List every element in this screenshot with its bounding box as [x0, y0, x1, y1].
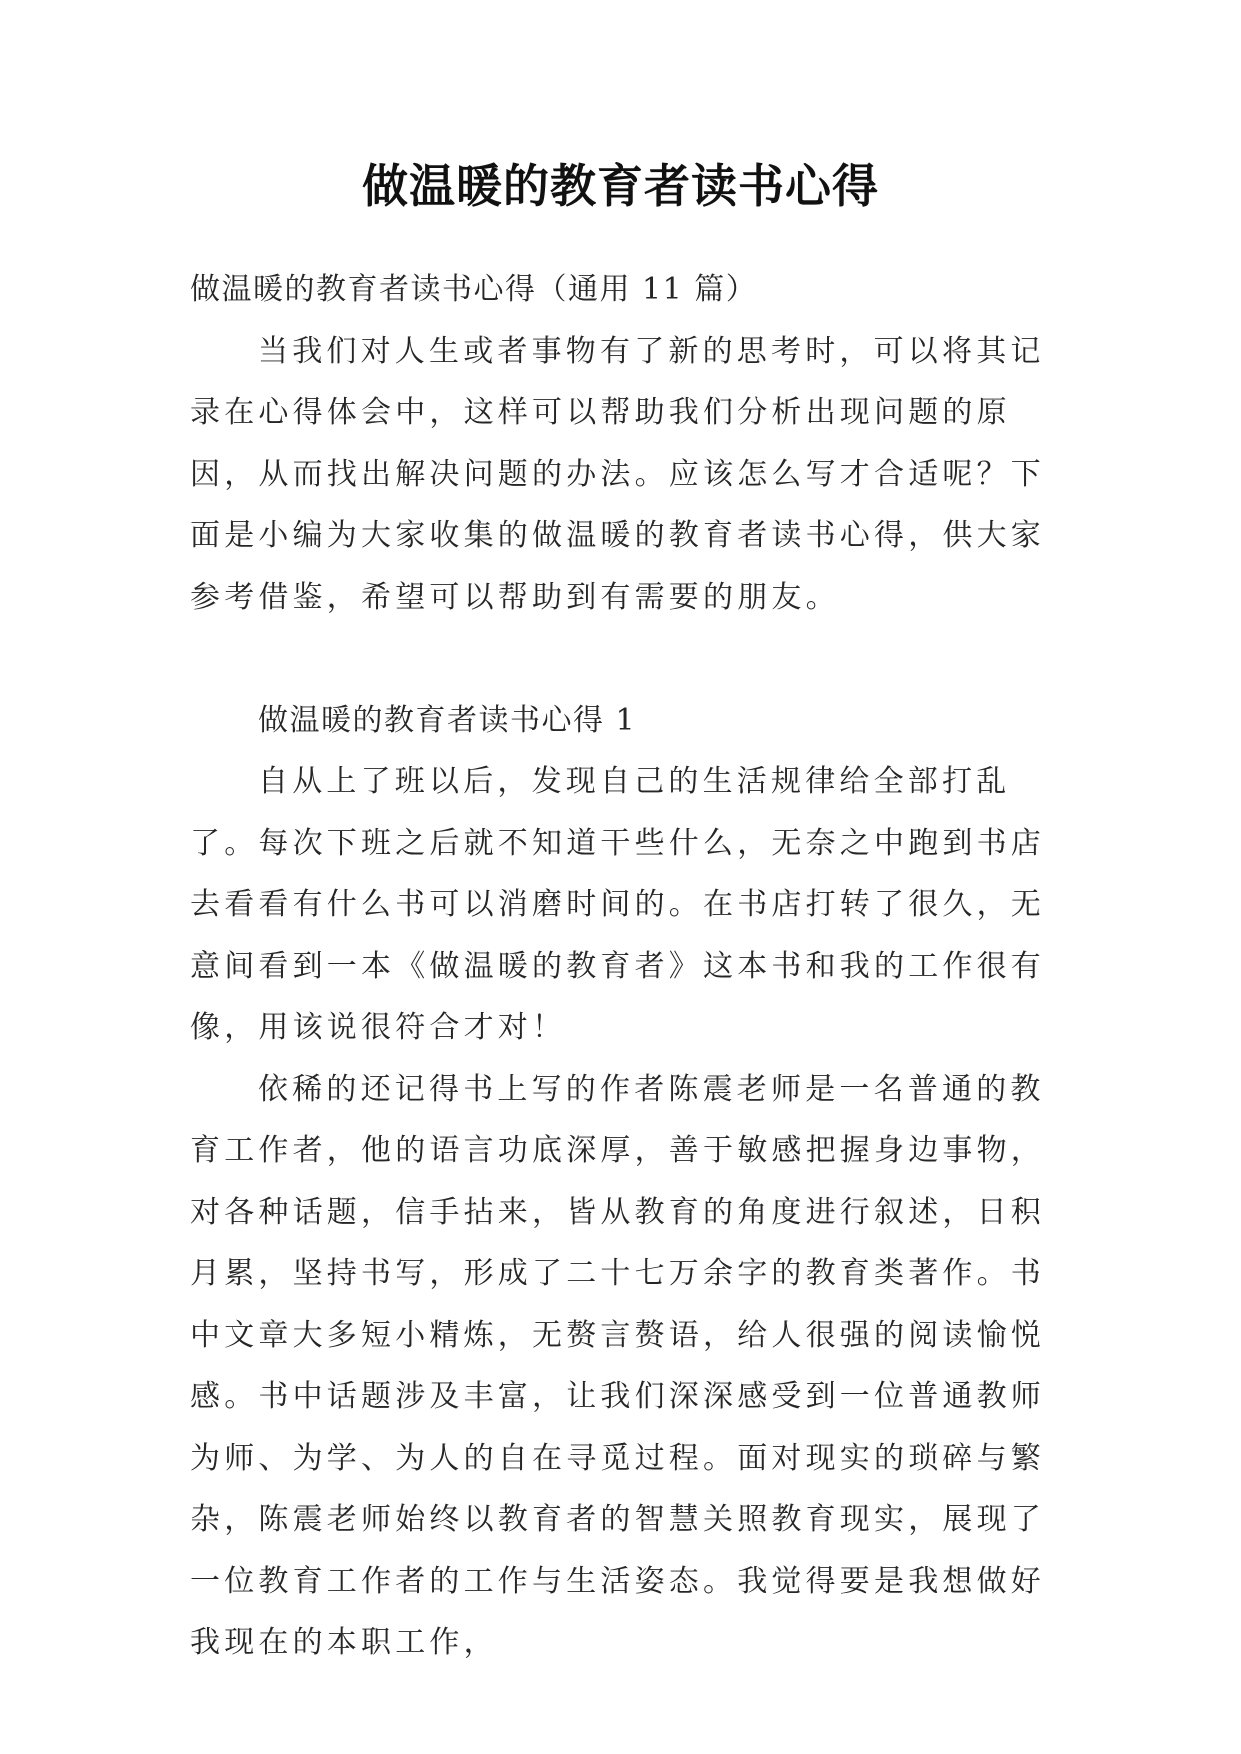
- body-paragraph: 自从上了班以后，发现自己的生活规律给全部打乱了。每次下班之后就不知道干些什么，无奈之中跑到书店去看看有什么书可以消磨时间的。在书店打转了很久，无意间看到一本《做温暖的教育者》这本书和我的工作很有像，用该说很符合才对！: [190, 764, 1045, 1045]
- section-heading: 做温暖的教育者读书心得 1: [258, 702, 637, 738]
- document-title: 做温暖的教育者读书心得: [362, 159, 879, 213]
- intro-paragraph: 当我们对人生或者事物有了新的思考时，可以将其记录在心得体会中，这样可以帮助我们分析出现问题的原因，从而找出解决问题的办法。应该怎么写才合适呢？下面是小编为大家收集的做温暖的教育者读书心得，供大家参考借鉴，希望可以帮助到有需要的朋友。: [190, 333, 1045, 615]
- document-body: [190, 259, 1060, 1674]
- document-subtitle: 做温暖的教育者读书心得（通用 11 篇）: [190, 272, 758, 307]
- body-paragraph: 依稀的还记得书上写的作者陈震老师是一名普通的教育工作者，他的语言功底深厚，善于敏感把握身边事物，对各种话题，信手拈来，皆从教育的角度进行叙述，日积月累，坚持书写，形成了二十七万余字的教育类著作。书中文章大多短小精炼，无赘言赘语，给人很强的阅读愉悦感。书中话题涉及丰富，让我们深深感受到一位普通教师为师、为学、为人的自在寻觅过程。面对现实的琐碎与繁杂，陈震老师始终以教育者的智慧关照教育现实，展现了一位教育工作者的工作与生活姿态。我觉得要是我想做好我现在的本职工作，: [190, 1071, 1045, 1660]
